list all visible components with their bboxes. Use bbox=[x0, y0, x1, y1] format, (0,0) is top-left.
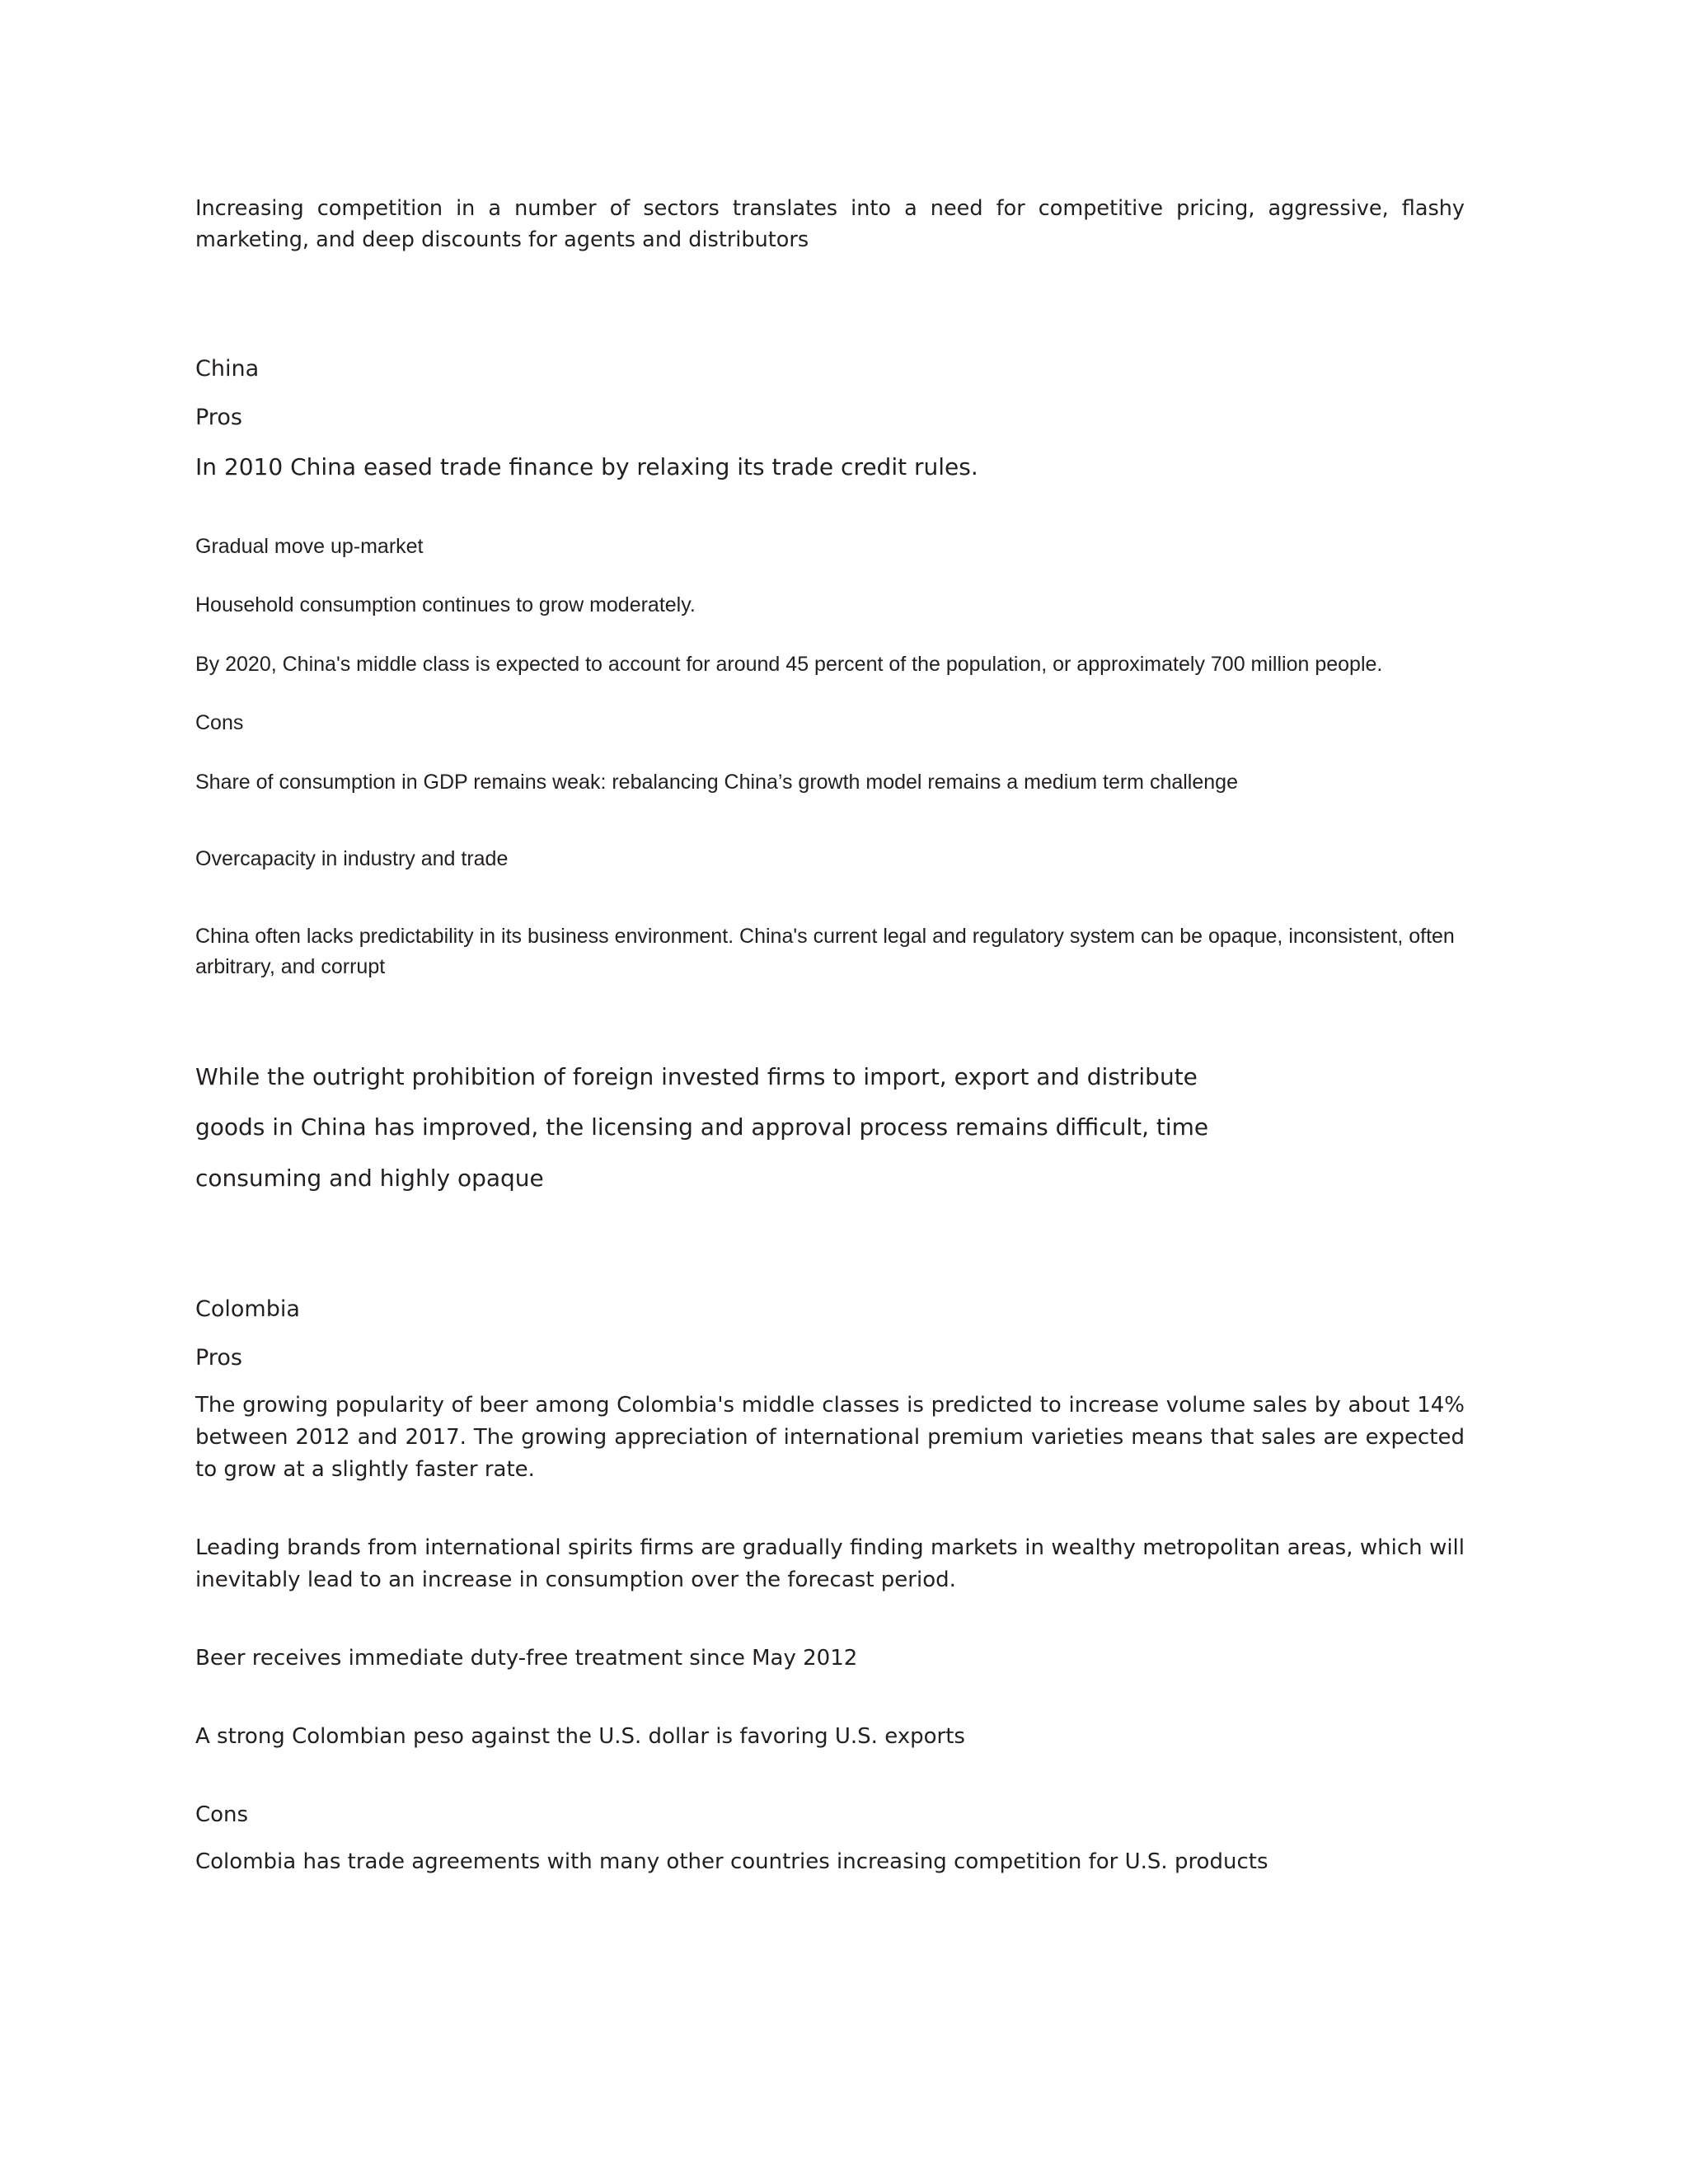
china-con-item-2: Overcapacity in industry and trade bbox=[195, 847, 509, 871]
china-pros-lead: In 2010 China eased trade finance by relaxing its trade credit rules. bbox=[195, 453, 978, 481]
spacer bbox=[195, 434, 1465, 449]
spacer bbox=[195, 1375, 1465, 1390]
china-closing-line-1: While the outright prohibition of foreign invested firms to import, export and distribute bbox=[195, 1062, 1198, 1090]
spacer bbox=[195, 562, 1465, 590]
colombia-pro-item-1: The growing popularity of beer among Colombia's middle classes is predicted to increase volume sales by about 14% between 2012 and 2017. The growing appreciation of international premium varieties means that sales are expected to grow at a slightly faster rate. bbox=[195, 1393, 1465, 1483]
colombia-pro-item-2: Leading brands from international spirits firms are gradually finding markets in wealthy metropolitan areas, which will inevitably lead to an increase in consumption over the forecast period. bbox=[195, 1535, 1465, 1593]
spacer bbox=[195, 983, 1465, 1059]
spacer bbox=[195, 1196, 1465, 1293]
china-closing-line-3: consuming and highly opaque bbox=[195, 1164, 544, 1192]
spacer bbox=[195, 1753, 1465, 1799]
spacer bbox=[195, 387, 1465, 401]
colombia-con-item-1: Colombia has trade agreements with many other countries increasing competition for U.S. products bbox=[195, 1849, 1268, 1875]
spacer bbox=[195, 621, 1465, 649]
colombia-cons-label: Cons bbox=[195, 1802, 249, 1828]
colombia-pros-label: Pros bbox=[195, 1344, 242, 1371]
intro-paragraph: Increasing competition in a number of sectors translates into a need for competitive pricing, aggressive, flashy marketing, and deep discounts for agents and distributors bbox=[195, 196, 1465, 252]
china-closing-line-2: goods in China has improved, the licensing and approval process remains difficult, time bbox=[195, 1113, 1209, 1141]
colombia-pro-item-4: A strong Colombian peso against the U.S. dollar is favoring U.S. exports bbox=[195, 1724, 965, 1750]
china-pro-item-2: Household consumption continues to grow moderately. bbox=[195, 593, 696, 617]
spacer bbox=[195, 1831, 1465, 1846]
spacer bbox=[195, 1675, 1465, 1721]
colombia-pro-item-3: Beer receives immediate duty-free treatment since May 2012 bbox=[195, 1646, 858, 1671]
section-heading-colombia: Colombia bbox=[195, 1296, 300, 1323]
spacer bbox=[195, 739, 1465, 767]
section-heading-china: China bbox=[195, 356, 260, 382]
spacer bbox=[195, 875, 1465, 921]
spacer bbox=[195, 1596, 1465, 1643]
document-body bbox=[195, 194, 1465, 1878]
spacer bbox=[195, 1146, 1465, 1160]
china-pros-label: Pros bbox=[195, 404, 242, 430]
china-cons-label: Cons bbox=[195, 711, 244, 735]
spacer bbox=[195, 485, 1465, 532]
spacer bbox=[195, 1486, 1465, 1532]
spacer bbox=[195, 1327, 1465, 1342]
china-con-item-3: China often lacks predictability in its business environment. China's current legal and regulatory system can be opaque, inconsistent, often arbitrary, and corrupt bbox=[195, 924, 1455, 979]
spacer bbox=[195, 680, 1465, 708]
spacer bbox=[195, 1094, 1465, 1109]
china-pro-item-1: Gradual move up-market bbox=[195, 534, 424, 558]
spacer bbox=[195, 798, 1465, 844]
spacer bbox=[195, 255, 1465, 353]
china-con-item-1: Share of consumption in GDP remains weak: rebalancing China’s growth model remains a medium term challenge bbox=[195, 770, 1238, 794]
china-pro-item-3: By 2020, China's middle class is expected to account for around 45 percent of the population, or approximately 700 million people. bbox=[195, 652, 1383, 676]
